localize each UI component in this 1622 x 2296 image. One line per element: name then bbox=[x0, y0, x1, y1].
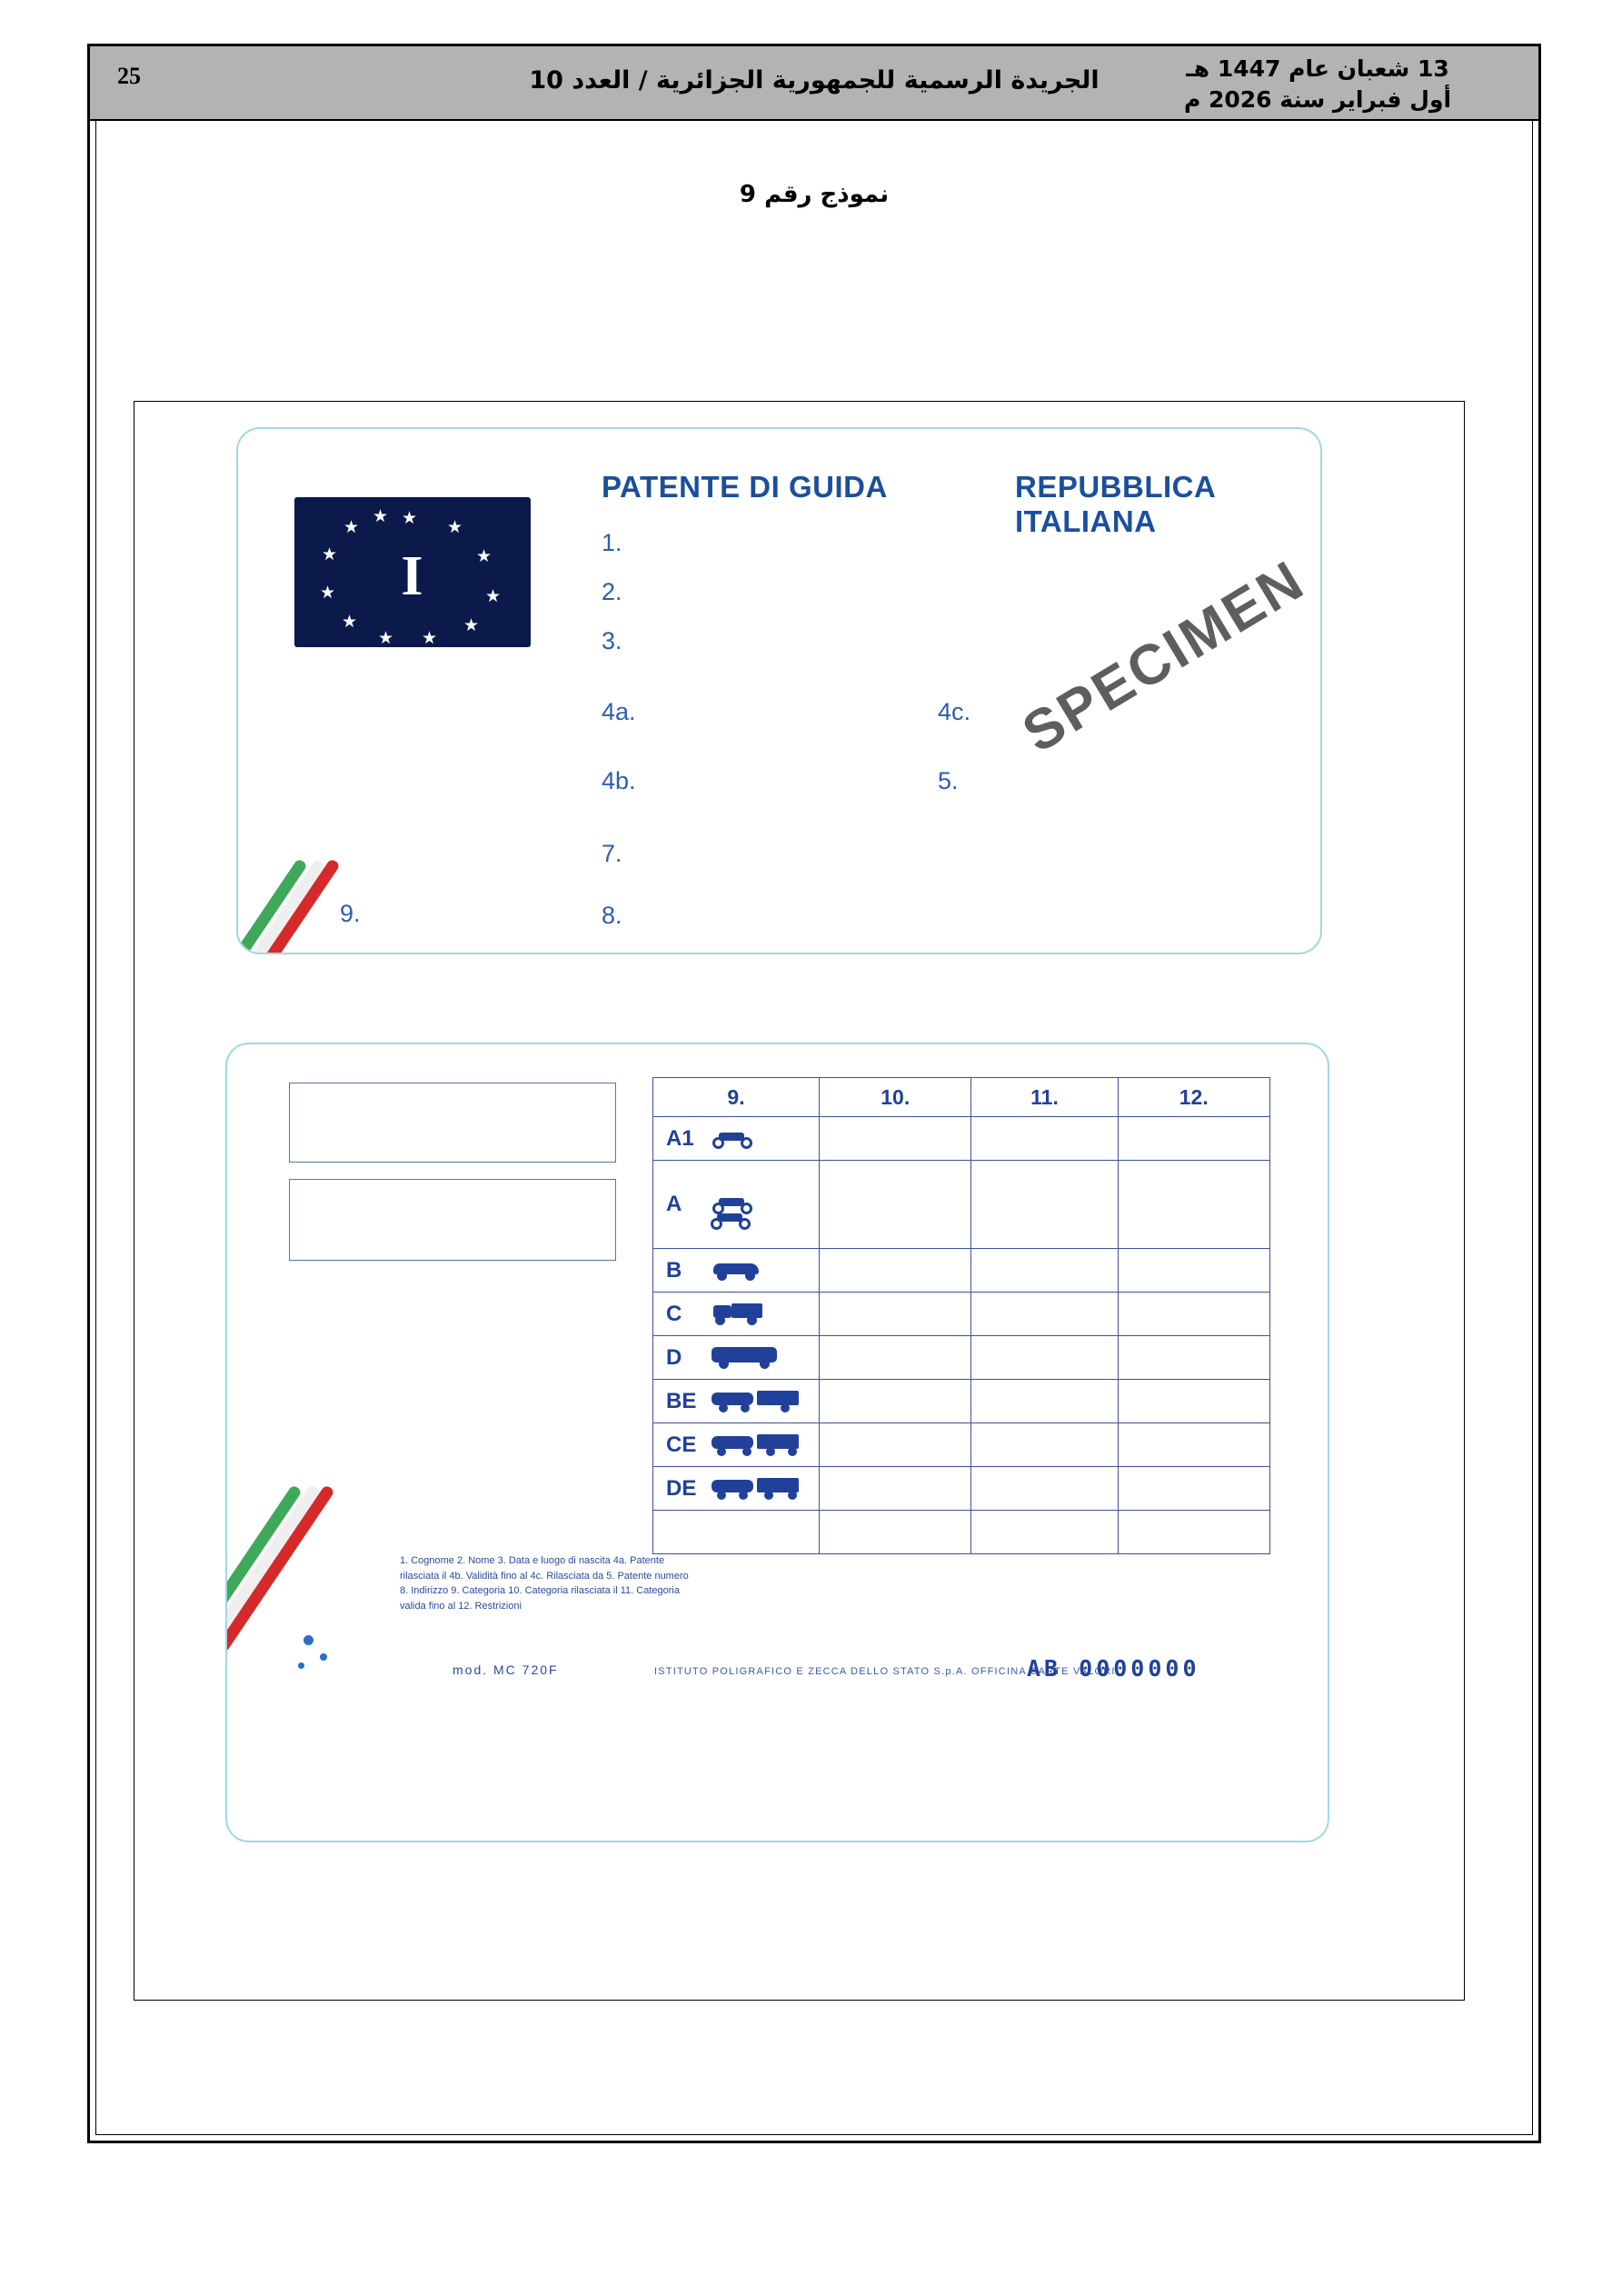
table-row-blank bbox=[653, 1511, 1270, 1554]
category-label: CE bbox=[666, 1432, 697, 1457]
cell-11 bbox=[971, 1293, 1118, 1336]
bus-icon bbox=[711, 1347, 777, 1369]
category-cell-de bbox=[653, 1467, 820, 1511]
category-label: A1 bbox=[666, 1125, 694, 1151]
col-header-12: 12. bbox=[1118, 1078, 1269, 1117]
cell-11-blank bbox=[971, 1511, 1118, 1554]
category-label: C bbox=[666, 1301, 682, 1326]
cell-12 bbox=[1118, 1336, 1269, 1380]
cell-11 bbox=[971, 1336, 1118, 1380]
motorcycle-icon bbox=[710, 1210, 751, 1230]
field-label-8: 8. bbox=[602, 902, 622, 929]
truck-trailer-icon bbox=[711, 1434, 799, 1456]
cell-10 bbox=[820, 1423, 971, 1467]
category-label: DE bbox=[666, 1475, 697, 1501]
cell-10 bbox=[820, 1380, 971, 1423]
tricolour-flourish-front bbox=[285, 873, 413, 954]
table-row bbox=[653, 1336, 1270, 1380]
back-empty-box-1 bbox=[289, 1083, 616, 1163]
country-code-letter: I bbox=[401, 545, 424, 607]
cell-12 bbox=[1118, 1117, 1269, 1161]
field-label-4b: 4b. bbox=[602, 767, 636, 794]
cell-12 bbox=[1118, 1161, 1269, 1249]
table-row bbox=[653, 1117, 1270, 1161]
date-hijri: 13 شعبان عام 1447 هـ bbox=[1186, 55, 1449, 82]
cell-11 bbox=[971, 1249, 1118, 1293]
category-cell-c bbox=[653, 1293, 820, 1336]
field-label-7: 7. bbox=[602, 840, 622, 867]
cell-10-blank bbox=[820, 1511, 971, 1554]
cell-10 bbox=[820, 1467, 971, 1511]
back-empty-box-2 bbox=[289, 1179, 616, 1261]
cell-10 bbox=[820, 1161, 971, 1249]
cell-10 bbox=[820, 1336, 971, 1380]
header-date-block bbox=[1122, 54, 1513, 115]
field-label-3: 3. bbox=[602, 627, 622, 654]
table-row bbox=[653, 1467, 1270, 1511]
field-label-4a: 4a. bbox=[602, 698, 636, 725]
cell-12 bbox=[1118, 1293, 1269, 1336]
truck-icon bbox=[711, 1303, 764, 1325]
field-label-2: 2. bbox=[602, 578, 622, 605]
category-cell-b bbox=[653, 1249, 820, 1293]
specimen-scan-area bbox=[134, 401, 1465, 2001]
category-label: A bbox=[666, 1192, 682, 1217]
cell-10 bbox=[820, 1117, 971, 1161]
date-gregorian: أول فبراير سنة 2026 م bbox=[1183, 85, 1452, 113]
table-row bbox=[653, 1249, 1270, 1293]
page-header bbox=[90, 46, 1538, 121]
cell-12 bbox=[1118, 1249, 1269, 1293]
field-label-9: 9. bbox=[340, 900, 361, 927]
serial-number: AB 0000000 bbox=[1027, 1655, 1200, 1682]
table-row bbox=[653, 1161, 1270, 1249]
page-number: 25 bbox=[117, 63, 141, 89]
cell-12 bbox=[1118, 1423, 1269, 1467]
category-cell-be bbox=[653, 1380, 820, 1423]
car-icon bbox=[711, 1261, 761, 1281]
table-row bbox=[653, 1293, 1270, 1336]
category-cell-a bbox=[653, 1161, 820, 1249]
cell-10 bbox=[820, 1249, 971, 1293]
category-label: B bbox=[666, 1257, 682, 1283]
printer-imprint: ISTITUTO POLIGRAFICO E ZECCA DELLO STATO S.p.A. OFFICINA CARTE VALORI bbox=[654, 1666, 1116, 1677]
model-code: mod. MC 720F bbox=[453, 1662, 559, 1677]
licence-country: REPUBBLICA ITALIANA bbox=[1015, 470, 1216, 538]
model-caption: نموذج رقم 9 bbox=[739, 181, 890, 208]
cell-11 bbox=[971, 1423, 1118, 1467]
field-label-1: 1. bbox=[602, 529, 622, 556]
licence-front-card bbox=[236, 427, 1322, 954]
licence-title: PATENTE DI GUIDA bbox=[602, 470, 888, 504]
categories-table bbox=[652, 1077, 1270, 1554]
cell-12 bbox=[1118, 1467, 1269, 1511]
page-frame bbox=[87, 44, 1541, 2143]
col-header-11: 11. bbox=[971, 1078, 1118, 1117]
cell-11 bbox=[971, 1161, 1118, 1249]
field-label-4c: 4c. bbox=[938, 698, 971, 725]
category-cell-a1 bbox=[653, 1117, 820, 1161]
category-cell-d bbox=[653, 1336, 820, 1380]
cell-10 bbox=[820, 1293, 971, 1336]
cell-11 bbox=[971, 1467, 1118, 1511]
motorcycle-icon bbox=[711, 1129, 753, 1149]
licence-back-card bbox=[225, 1043, 1329, 1842]
cell-11 bbox=[971, 1380, 1118, 1423]
cell-12 bbox=[1118, 1380, 1269, 1423]
cell-11 bbox=[971, 1117, 1118, 1161]
cell-12-blank bbox=[1118, 1511, 1269, 1554]
category-cell-ce bbox=[653, 1423, 820, 1467]
car-trailer-icon bbox=[711, 1391, 799, 1413]
category-label: D bbox=[666, 1344, 682, 1370]
journal-title: الجريدة الرسمية للجمهورية الجزائرية / العدد 10 bbox=[529, 66, 1100, 95]
tricolour-flourish-back bbox=[280, 1499, 407, 1681]
table-row bbox=[653, 1380, 1270, 1423]
bus-trailer-icon bbox=[711, 1478, 799, 1500]
cell-9-blank bbox=[653, 1511, 820, 1554]
col-header-9: 9. bbox=[653, 1078, 820, 1117]
field-legend: 1. Cognome 2. Nome 3. Data e luogo di nascita 4a. Patente rilasciata il 4b. Validità fino al 4c. Rilasciata da 5. Patente numero 8. Indirizzo 9. Categoria 10. Categoria rilasciata il 11. Categoria valida fino al 12. Restrizioni bbox=[400, 1555, 689, 1612]
col-header-10: 10. bbox=[820, 1078, 971, 1117]
eu-flag-icon: ★ ★ ★ ★ ★ ★ ★ ★ ★ ★ ★ ★ I bbox=[294, 497, 531, 647]
field-label-5: 5. bbox=[938, 767, 959, 794]
table-header-row bbox=[653, 1078, 1270, 1117]
table-row bbox=[653, 1423, 1270, 1467]
category-label: BE bbox=[666, 1388, 697, 1413]
specimen-stamp: SPECIMEN bbox=[1012, 548, 1316, 765]
